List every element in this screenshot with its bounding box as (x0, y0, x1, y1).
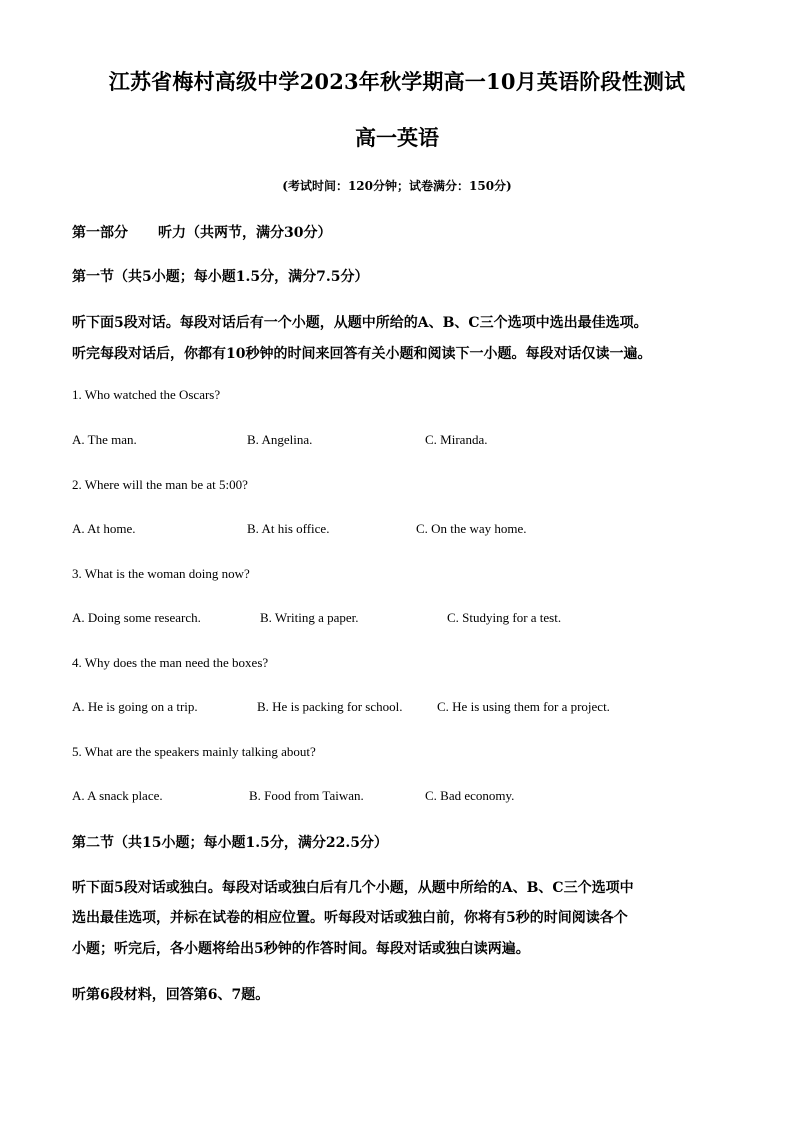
section2-instruction-line-3: 小题；听完后，各小题将给出5秒钟的作答时间。每段对话或独白读两遍。 (72, 941, 530, 957)
section1-instruction-line-1: 听下面5段对话。每段对话后有一个小题，从题中所给的A、B、C三个选项中选出最佳选项。 (72, 315, 648, 331)
question-3-option-b: B. Writing a paper. (260, 610, 359, 625)
section2-heading: 第二节（共15小题；每小题1.5分，满分22.5分） (72, 835, 388, 851)
question-3-option-c: C. Studying for a test. (447, 610, 562, 625)
part-label: 第一部分 (72, 225, 128, 241)
question-4-option-c: C. He is using them for a project. (437, 699, 610, 714)
section1-heading: 第一节（共5小题；每小题1.5分，满分7.5分） (72, 269, 369, 285)
exam-title: 江苏省梅村高级中学2023年秋学期高一10月英语阶段性测试 (108, 69, 686, 94)
question-1-stem: 1. Who watched the Oscars? (72, 387, 221, 402)
question-5-option-c: C. Bad economy. (425, 788, 515, 803)
question-1-option-c: C. Miranda. (425, 432, 488, 447)
question-2-option-c: C. On the way home. (416, 521, 527, 536)
question-2-stem: 2. Where will the man be at 5:00? (72, 477, 248, 492)
section2-instruction-line-2: 选出最佳选项，并标在试卷的相应位置。听每段对话或独白前，你将有5秒的时间阅读各个 (72, 910, 628, 926)
question-5-stem: 5. What are the speakers mainly talking about? (72, 744, 316, 759)
exam-subtitle: 高一英语 (355, 125, 439, 150)
part-heading (72, 222, 331, 242)
material-note: 听第6段材料，回答第6、7题。 (72, 987, 270, 1003)
question-4-stem: 4. Why does the man need the boxes? (72, 655, 269, 670)
question-1-option-a: A. The man. (72, 432, 137, 447)
question-3-stem: 3. What is the woman doing now? (72, 566, 250, 581)
exam-time-info: (考试时间：120分钟；试卷满分：150分) (282, 179, 512, 193)
question-5-option-b: B. Food from Taiwan. (249, 788, 364, 803)
question-1-option-b: B. Angelina. (247, 432, 313, 447)
section2-instruction-line-1: 听下面5段对话或独白。每段对话或独白后有几个小题，从题中所给的A、B、C三个选项中 (72, 880, 634, 896)
part-title: 听力（共两节，满分30分） (158, 225, 332, 241)
question-2-option-a: A. At home. (72, 521, 136, 536)
section1-instruction-line-2: 听完每段对话后，你都有10秒钟的时间来回答有关小题和阅读下一小题。每段对话仅读一遍。 (72, 346, 652, 362)
question-2-option-b: B. At his office. (247, 521, 330, 536)
question-4-option-b: B. He is packing for school. (257, 699, 403, 714)
question-4-option-a: A. He is going on a trip. (72, 699, 198, 714)
question-5-option-a: A. A snack place. (72, 788, 163, 803)
question-3-option-a: A. Doing some research. (72, 610, 201, 625)
